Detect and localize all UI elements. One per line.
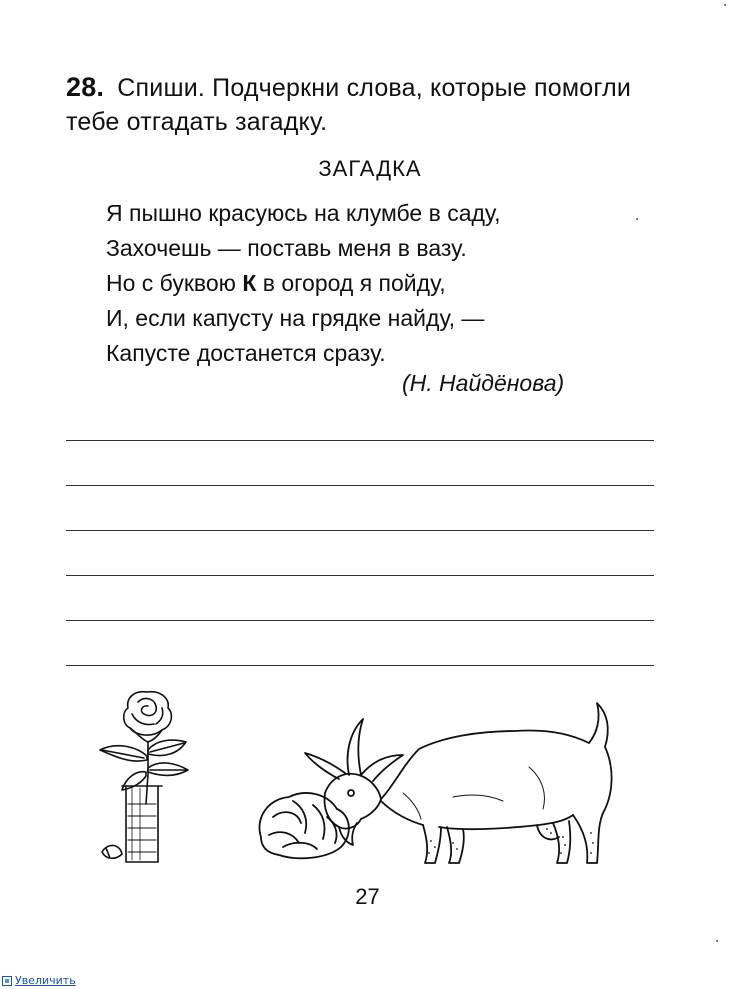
task-number: 28. [66,72,105,102]
riddle-poem [106,196,666,371]
print-speck [636,218,638,220]
poem-line: И, если капусту на грядке найду, — [106,305,485,331]
enlarge-link-label: Увеличить [15,974,76,987]
rose-in-vase-illustration [92,684,202,869]
poem-line: Я пышно красуюсь на клумбе в саду, [106,200,501,226]
print-speck [724,4,726,6]
page-number: 27 [355,884,380,909]
writing-line [66,575,654,576]
print-speck [716,940,718,942]
poem-line: Захочешь — поставь меня в вазу. [106,235,467,261]
writing-line [66,665,654,666]
writing-line [66,440,654,441]
writing-lines [66,440,654,710]
poem-author: (Н. Найдёнова) [402,370,565,396]
writing-line [66,620,654,621]
task-instruction [66,70,666,139]
enlarge-link[interactable] [2,974,76,987]
poem-bold-letter: К [242,270,257,296]
task-text: Спиши. Подчеркни слова, которые помогли тебе отгадать загадку. [66,74,632,136]
poem-line-part: Но с буквою [106,270,243,296]
riddle-title [0,156,735,182]
writing-line [66,530,654,531]
poem-line: Капусте достанется сразу. [106,340,386,366]
poem-line [106,266,666,301]
riddle-title-text: ЗАГАДКА [318,156,422,181]
writing-line [66,485,654,486]
poem-line-part: в огород я пойду, [256,270,446,296]
enlarge-icon [2,976,12,986]
goat-eating-cabbage-illustration [253,697,633,867]
